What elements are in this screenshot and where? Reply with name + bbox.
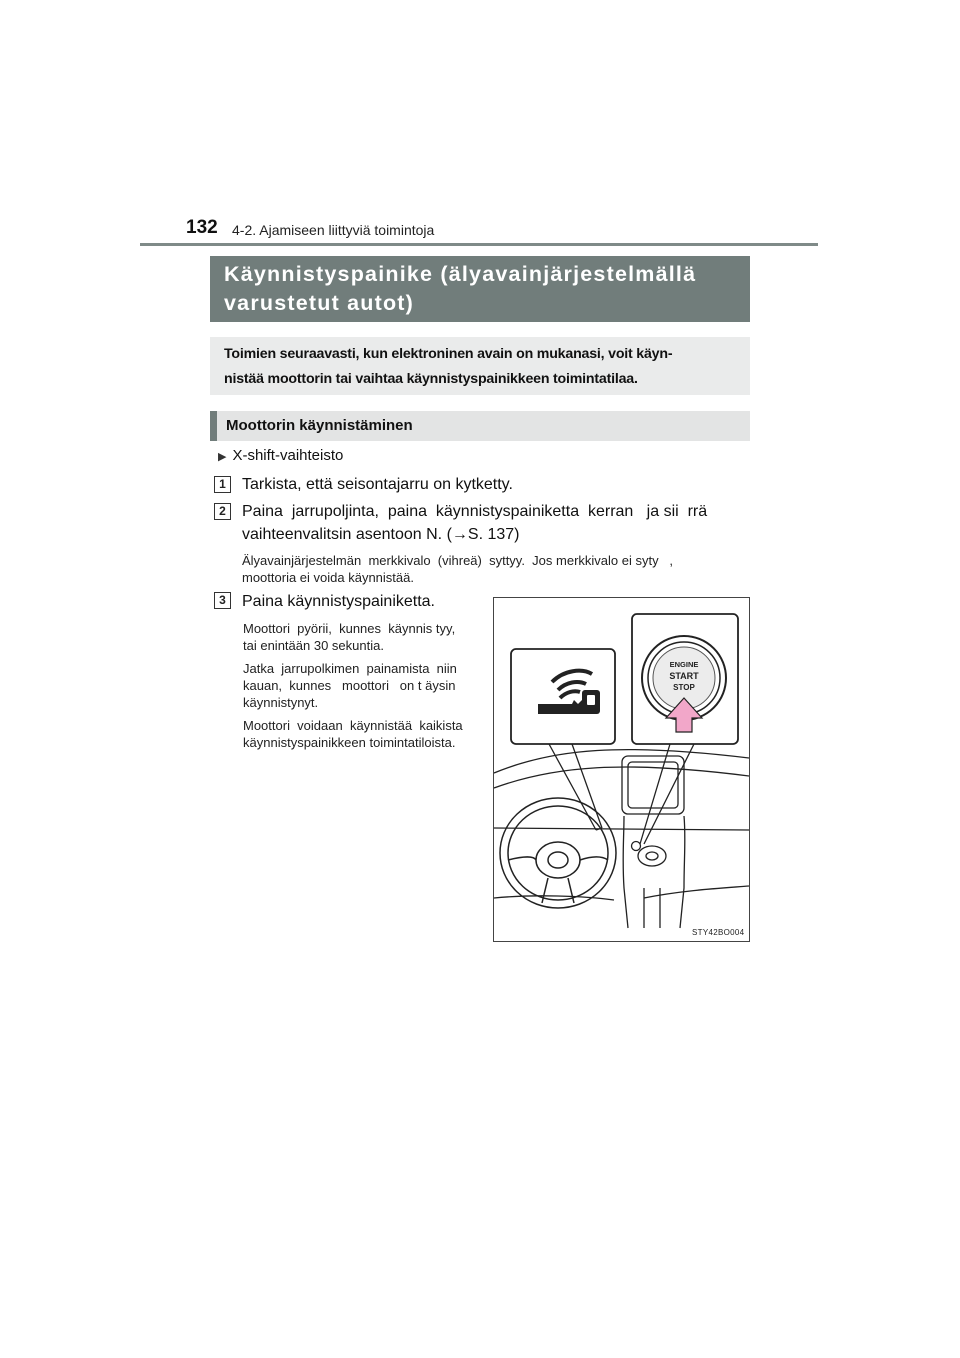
start-button-illustration — [493, 597, 750, 942]
step-3-note-1-line2: tai enintään 30 sekuntia. — [243, 638, 384, 653]
chapter-title: 4-2. Ajamiseen liittyviä toimintoja — [232, 222, 435, 238]
step-2-line1: Paina jarrupoljinta, paina käynnistyspainiketta kerran ja sii rrä — [242, 503, 708, 520]
step-number-2: 2 — [214, 503, 231, 520]
step-3-note-2-line1: Jatka jarrupolkimen painamista niin — [243, 661, 457, 676]
step-1-text: Tarkista, että seisontajarru on kytketty. — [242, 476, 513, 493]
intro-line1: Toimien seuraavasti, kun elektroninen avain on mukanasi, voit käyn- — [224, 346, 673, 362]
step-3-note-2-line3: käynnistynyt. — [243, 695, 319, 710]
transmission-label: X-shift-vaihteisto — [232, 447, 344, 464]
step-2-note-line1: Älyavainjärjestelmän merkkivalo (vihreä) syttyy. Jos merkkivalo ei syty , — [242, 553, 674, 568]
step-2-note-line2: moottoria ei voida käynnistää. — [242, 570, 414, 585]
step-3-note-3-line2: käynnistyspainikkeen toimintatiloista. — [243, 735, 456, 750]
step-3-text: Paina käynnistyspainiketta. — [242, 593, 435, 610]
step-2-line2: vaihteenvalitsin asentoon N. (→S. 137) — [242, 526, 520, 543]
step-3-note-2-line2: kauan, kunnes moottori on t äysin — [243, 678, 456, 693]
page-title-line2: varustetut autot) — [224, 291, 415, 315]
step-number-1: 1 — [214, 476, 231, 493]
step-3-note-1-line1: Moottori pyörii, kunnes käynnis tyy, — [243, 621, 456, 636]
page-number: 132 — [186, 217, 218, 238]
page-title-line1: Käynnistyspainike (älyavainjärjestelmällä — [224, 262, 697, 286]
button-label-engine: ENGINE — [669, 660, 699, 669]
intro-summary — [210, 337, 750, 395]
page-title — [210, 256, 750, 322]
steering-wheel-icon — [500, 798, 616, 908]
dashboard-drawing — [494, 598, 749, 941]
button-label-stop: STOP — [673, 683, 695, 692]
step-3-note-3-line1: Moottori voidaan käynnistää kaikista — [243, 718, 463, 733]
triangle-bullet-icon: ▶ — [218, 451, 227, 463]
button-label-start: START — [669, 671, 699, 681]
step-number-3: 3 — [214, 592, 231, 609]
transmission-bullet — [218, 447, 343, 464]
header-divider — [140, 243, 818, 246]
figure-code: STY42BO004 — [692, 928, 745, 937]
section-heading: Moottorin käynnistäminen — [210, 411, 750, 441]
intro-line2: nistää moottorin tai vaihtaa käynnistyspainikkeen toimintatilaa. — [224, 371, 638, 387]
